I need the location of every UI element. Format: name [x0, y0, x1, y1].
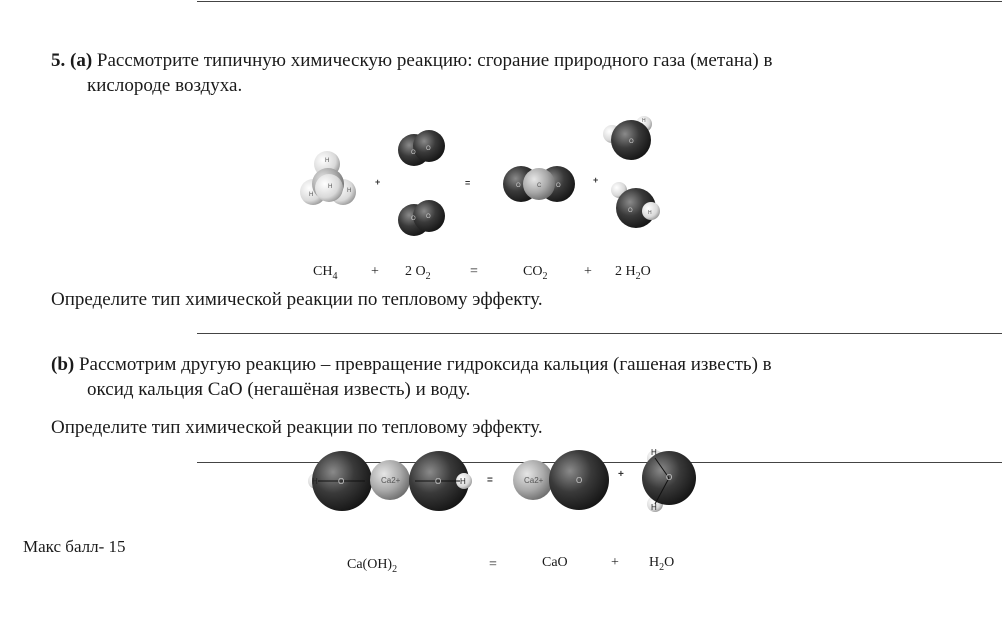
atom-label-c: C [537, 183, 542, 189]
atom-label-o: O [556, 183, 561, 189]
atom-label-h: H [325, 158, 330, 164]
atom-label-o: O [426, 214, 431, 220]
formula-caoh2-main: Ca(OH) [347, 557, 393, 572]
atom-label-o: O [628, 208, 633, 214]
plus-sign: + [584, 264, 592, 279]
part-b-text-line2: оксид кальция CaO (негашёная известь) и воду. [87, 379, 471, 400]
oxygen-molecule-image [398, 130, 445, 166]
part-a-text-line1: Рассмотрите типичную химическую реакцию: сгорание природного газа (метана) в [96, 50, 773, 71]
reaction2-molecules [300, 440, 700, 520]
formula-h2o-tail: O [640, 264, 651, 279]
atom-label-o: O [666, 473, 673, 482]
atom-label-ca: Ca2+ [524, 476, 544, 485]
atom-label-h: H [309, 192, 314, 198]
max-score: Макс балл- 15 [23, 537, 126, 556]
formula-o2 [405, 264, 431, 282]
atom-label-ca: Ca2+ [381, 476, 401, 485]
part-a-text-line2: кислороде воздуха. [87, 75, 243, 96]
part-b-line1 [51, 354, 772, 376]
formula-ch4-sub: 4 [332, 270, 338, 282]
water-molecule-image [603, 116, 652, 160]
formula-h2o-tail: O [664, 555, 675, 570]
atom-label-h: H [648, 210, 652, 216]
formula-o2-main: 2 O [405, 264, 426, 279]
formula-caoh2 [347, 557, 397, 575]
part-b-text-line1: Рассмотрим другую реакцию – превращение гидроксида кальция (гашеная известь) в [78, 354, 772, 375]
atom-label-h: H [460, 477, 466, 486]
formula-o2-sub: 2 [425, 270, 431, 282]
plus-sign: + [371, 264, 379, 279]
plus-sign-image: + [375, 177, 381, 187]
atom-label-h: H [328, 184, 333, 190]
formula-ch4-main: CH [313, 264, 333, 279]
reaction1-molecules [295, 112, 695, 262]
part-a-question: Определите тип химической реакции по тепловому эффекту. [51, 289, 543, 310]
question-number: 5. [51, 50, 66, 71]
calcium-hydroxide-molecule-image [308, 451, 472, 511]
equals-sign-image: = [487, 475, 493, 486]
equals-sign: = [489, 557, 497, 572]
formula-h2o-sub: 2 [659, 561, 665, 573]
methane-molecule-image [300, 151, 356, 205]
formula-co2 [523, 264, 547, 282]
water-molecule-image [611, 182, 660, 228]
part-a-line1 [51, 50, 772, 72]
formula-cao: CaO [542, 555, 568, 570]
formula-ch4 [313, 264, 337, 282]
calcium-oxide-molecule-image [513, 450, 609, 510]
formula-h2o-main: H [649, 555, 660, 570]
atom-label-o: O [435, 477, 442, 486]
atom-label-h: H [312, 477, 318, 486]
atom-label-o: O [411, 216, 416, 222]
plus-sign-image: + [593, 175, 599, 185]
equals-sign: = [470, 264, 478, 279]
atom-label-h: H [347, 188, 352, 194]
part-b-label: (b) [51, 354, 75, 375]
atom-label-o: O [338, 477, 345, 486]
top-rule [197, 1, 1002, 2]
part-a-label: (a) [70, 50, 93, 71]
formula-caoh2-sub: 2 [392, 563, 398, 575]
formula-h2o-sub: 2 [635, 270, 641, 282]
plus-sign-image: + [618, 469, 624, 480]
section-divider [197, 333, 1002, 334]
atom-label-h: H [651, 503, 657, 512]
formula-co2-sub: 2 [542, 270, 548, 282]
atom-label-h: H [642, 118, 646, 124]
atom-label-o: O [576, 476, 583, 485]
formula-h2o [615, 264, 651, 282]
part-b-question: Определите тип химической реакции по тепловому эффекту. [51, 417, 543, 438]
plus-sign: + [611, 555, 619, 570]
co2-molecule-image [503, 166, 575, 202]
oxygen-molecule-image [398, 200, 445, 236]
formula-co2-main: CO [523, 264, 543, 279]
atom-label-h: H [651, 448, 657, 457]
atom-label-o: O [426, 146, 431, 152]
atom-label-o: O [516, 183, 521, 189]
formula-h2o-main: 2 H [615, 264, 636, 279]
water-molecule-image [642, 448, 696, 512]
atom-label-o: O [411, 150, 416, 156]
atom-label-o: O [629, 139, 634, 145]
equals-sign-image: = [465, 178, 471, 188]
formula-h2o [649, 555, 674, 573]
